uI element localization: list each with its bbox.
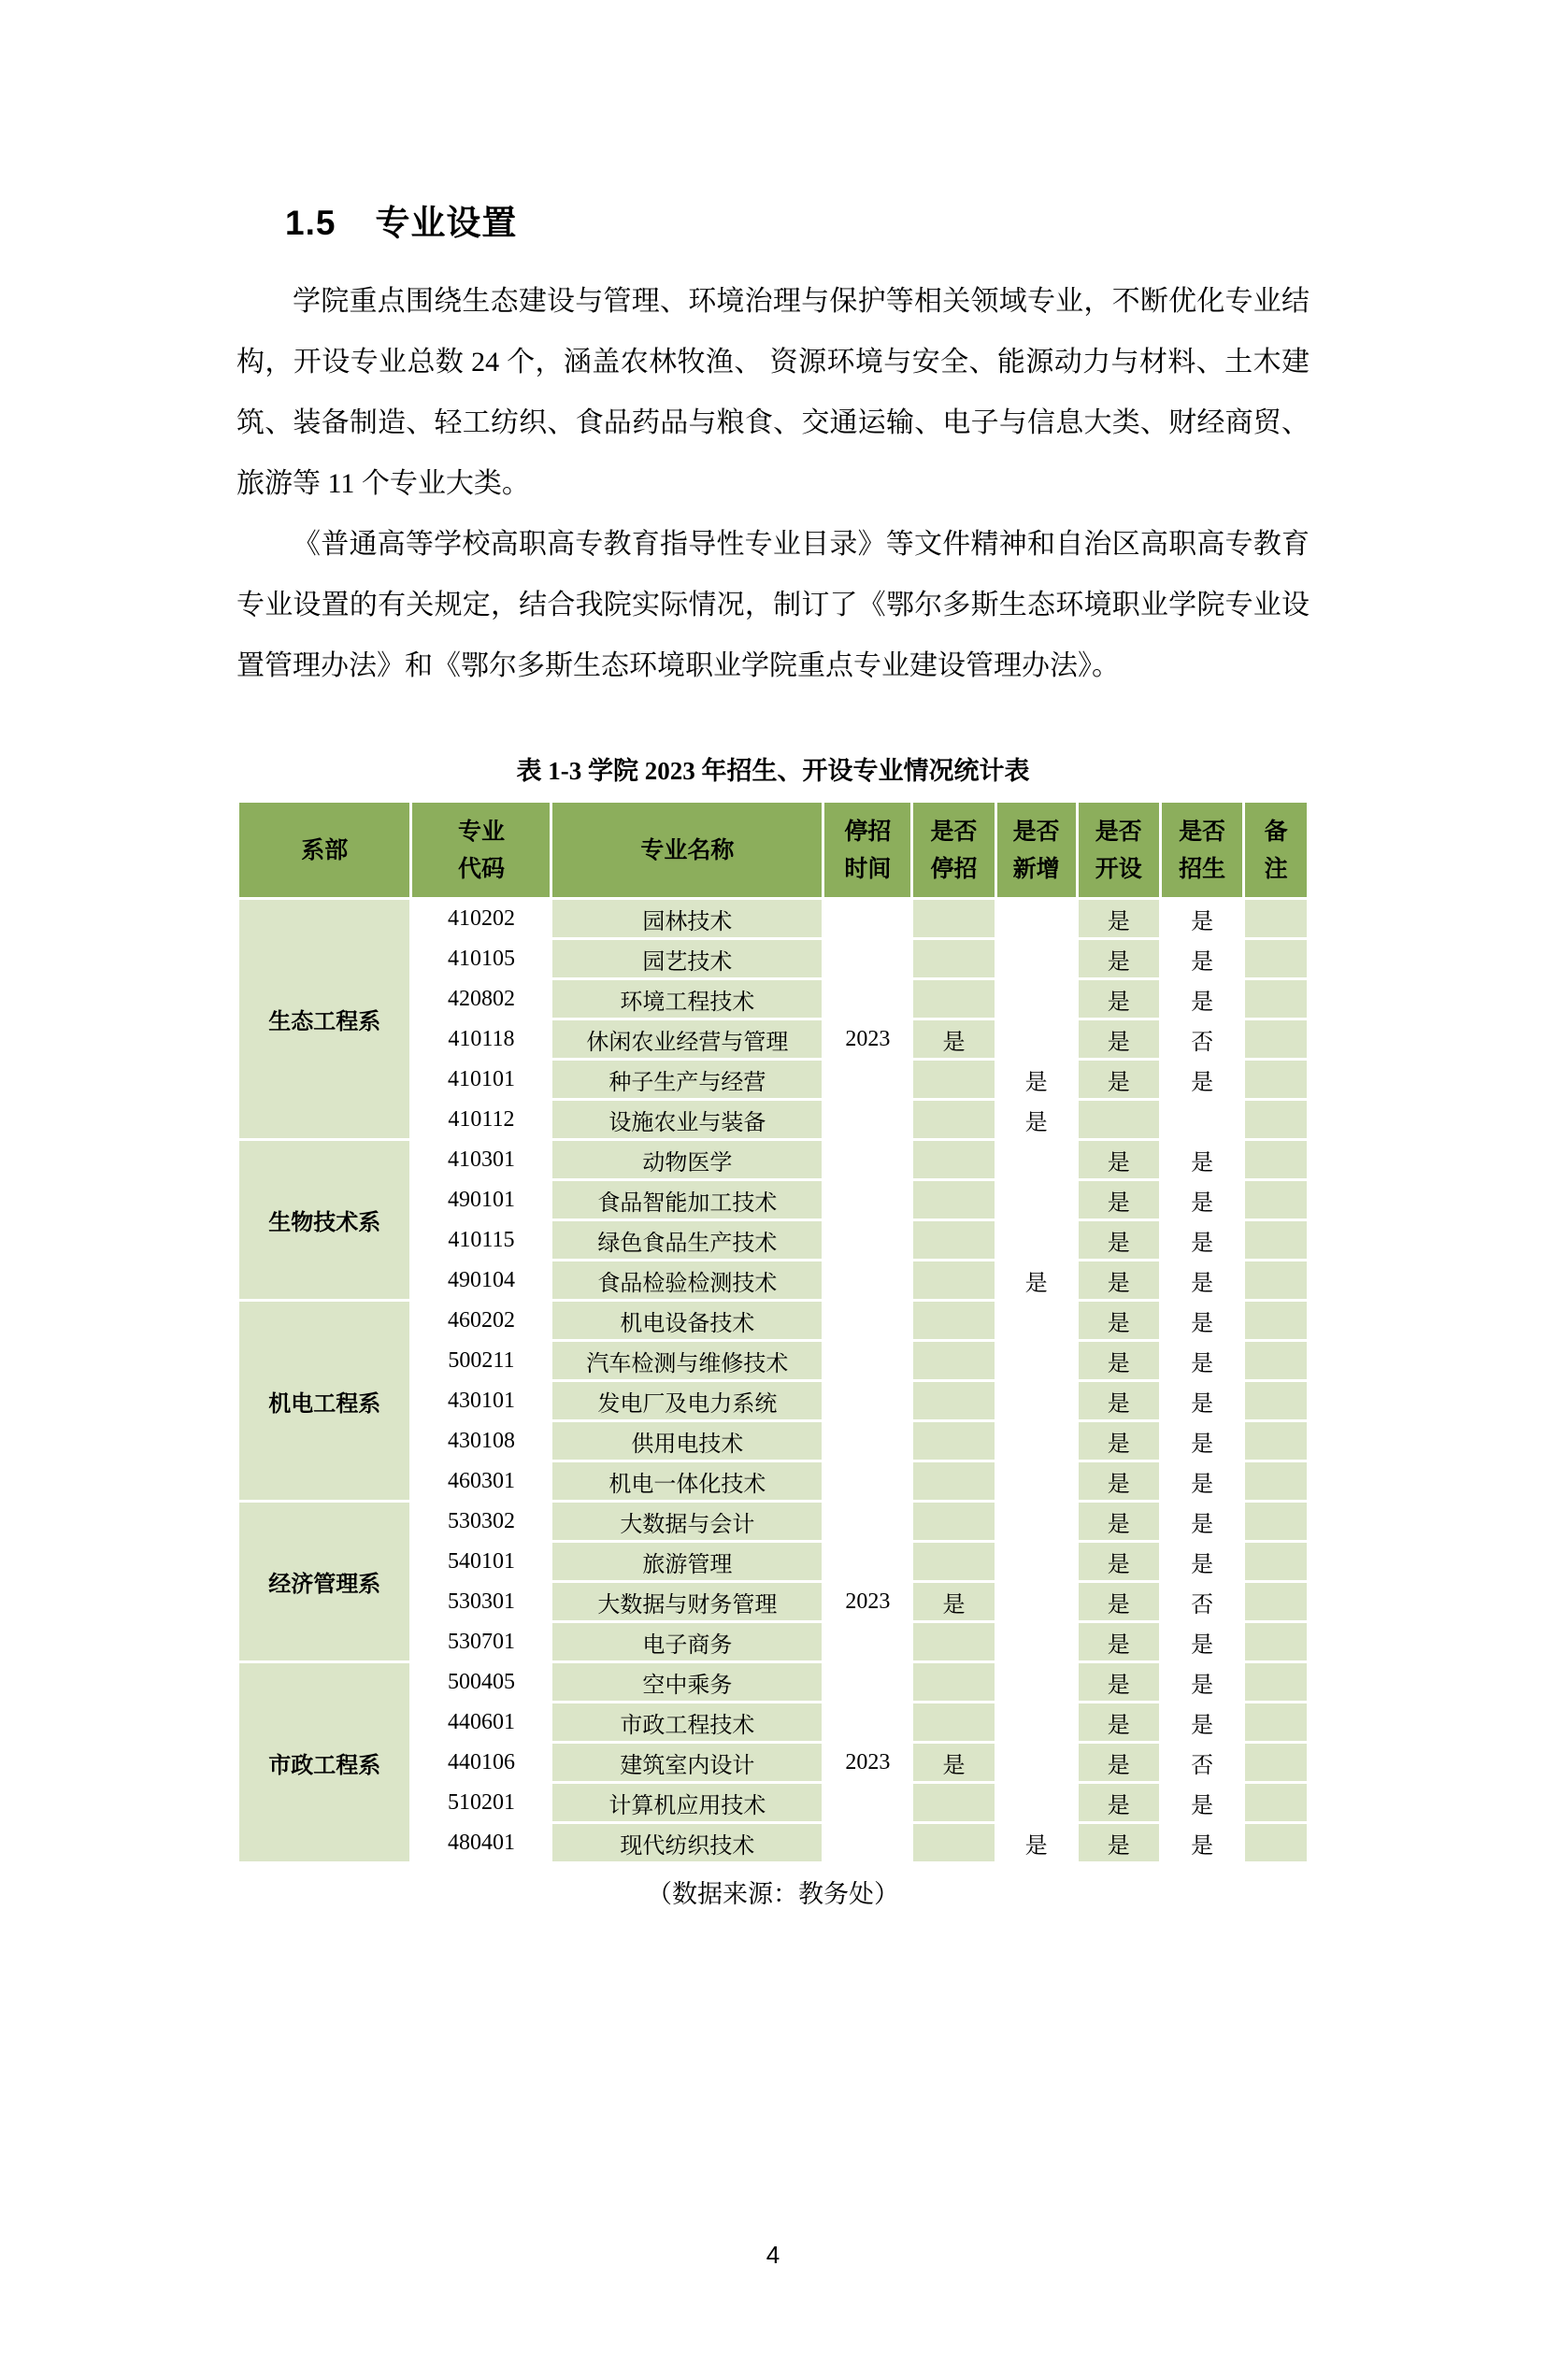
cell-name: 建筑室内设计 xyxy=(551,1743,823,1783)
cell-is-new xyxy=(995,979,1077,1019)
cell-stop-time xyxy=(823,1100,912,1140)
cell-is-enrolling: 是 xyxy=(1160,1502,1243,1542)
cell-stop-time xyxy=(823,939,912,979)
paragraph-1: 学院重点围绕生态建设与管理、环境治理与保护等相关领域专业，不断优化专业结构，开设专业总数 24 个，涵盖农林牧渔、 资源环境与安全、能源动力与材料、土木建筑、装备制造、轻工纺织、食品药品与粮食、交通运输、电子与信息大类、财经商贸、旅游等 11 个专业大类。 xyxy=(236,286,1310,499)
cell-stop-time xyxy=(823,1220,912,1261)
cell-note xyxy=(1244,1823,1309,1863)
cell-stop-time: 2023 xyxy=(823,1743,912,1783)
cell-is-stopped xyxy=(912,1703,995,1743)
page-number: 4 xyxy=(766,2241,780,2269)
cell-stop-time xyxy=(823,1542,912,1582)
cell-is-open: 是 xyxy=(1077,939,1160,979)
cell-name: 园林技术 xyxy=(551,899,823,939)
cell-note xyxy=(1244,939,1309,979)
cell-is-open: 是 xyxy=(1077,1542,1160,1582)
cell-is-stopped xyxy=(912,1783,995,1823)
cell-note xyxy=(1244,1743,1309,1783)
cell-name: 动物医学 xyxy=(551,1140,823,1180)
cell-is-open: 是 xyxy=(1077,1461,1160,1502)
cell-is-enrolling: 是 xyxy=(1160,979,1243,1019)
cell-name: 机电设备技术 xyxy=(551,1301,823,1341)
header-code: 专业 代码 xyxy=(411,802,551,899)
cell-is-new xyxy=(995,939,1077,979)
cell-is-stopped xyxy=(912,1060,995,1100)
cell-is-open: 是 xyxy=(1077,1662,1160,1703)
cell-is-new xyxy=(995,1582,1077,1622)
cell-note xyxy=(1244,1261,1309,1301)
cell-is-stopped xyxy=(912,1341,995,1381)
cell-is-stopped xyxy=(912,1381,995,1421)
cell-name: 现代纺织技术 xyxy=(551,1823,823,1863)
cell-note xyxy=(1244,1100,1309,1140)
cell-code: 530302 xyxy=(411,1502,551,1542)
cell-note xyxy=(1244,1060,1309,1100)
cell-code: 410112 xyxy=(411,1100,551,1140)
cell-is-new xyxy=(995,1220,1077,1261)
table-header-row xyxy=(238,802,1309,899)
cell-is-open: 是 xyxy=(1077,1783,1160,1823)
cell-is-stopped xyxy=(912,939,995,979)
cell-stop-time: 2023 xyxy=(823,1582,912,1622)
cell-stop-time xyxy=(823,1783,912,1823)
cell-is-enrolling: 是 xyxy=(1160,1421,1243,1461)
cell-code: 460202 xyxy=(411,1301,551,1341)
cell-is-enrolling: 是 xyxy=(1160,1341,1243,1381)
cell-code: 410301 xyxy=(411,1140,551,1180)
cell-is-enrolling: 是 xyxy=(1160,1140,1243,1180)
cell-stop-time xyxy=(823,899,912,939)
cell-is-open: 是 xyxy=(1077,1301,1160,1341)
cell-code: 410115 xyxy=(411,1220,551,1261)
cell-code: 410105 xyxy=(411,939,551,979)
cell-stop-time: 2023 xyxy=(823,1019,912,1060)
cell-is-stopped xyxy=(912,1622,995,1662)
cell-dept: 经济管理系 xyxy=(238,1502,411,1662)
cell-is-enrolling: 是 xyxy=(1160,1220,1243,1261)
cell-is-enrolling: 是 xyxy=(1160,1823,1243,1863)
cell-is-open: 是 xyxy=(1077,1381,1160,1421)
cell-is-new: 是 xyxy=(995,1100,1077,1140)
cell-is-new xyxy=(995,1743,1077,1783)
cell-name: 发电厂及电力系统 xyxy=(551,1381,823,1421)
cell-is-new xyxy=(995,1703,1077,1743)
cell-is-open: 是 xyxy=(1077,1823,1160,1863)
header-is-open: 是否 开设 xyxy=(1077,802,1160,899)
cell-note xyxy=(1244,1461,1309,1502)
cell-is-new xyxy=(995,1622,1077,1662)
cell-is-enrolling: 是 xyxy=(1160,1662,1243,1703)
cell-stop-time xyxy=(823,1502,912,1542)
cell-note xyxy=(1244,1140,1309,1180)
cell-is-enrolling: 否 xyxy=(1160,1582,1243,1622)
cell-is-open: 是 xyxy=(1077,1703,1160,1743)
cell-name: 园艺技术 xyxy=(551,939,823,979)
page-content xyxy=(236,194,1310,1910)
cell-is-open: 是 xyxy=(1077,1180,1160,1220)
cell-is-stopped: 是 xyxy=(912,1743,995,1783)
cell-is-stopped xyxy=(912,899,995,939)
cell-note xyxy=(1244,1421,1309,1461)
cell-stop-time xyxy=(823,1261,912,1301)
cell-name: 设施农业与装备 xyxy=(551,1100,823,1140)
cell-note xyxy=(1244,1622,1309,1662)
cell-note xyxy=(1244,899,1309,939)
cell-code: 460301 xyxy=(411,1461,551,1502)
cell-code: 410101 xyxy=(411,1060,551,1100)
cell-is-stopped xyxy=(912,1502,995,1542)
table-row xyxy=(238,1662,1309,1703)
header-is-stopped: 是否 停招 xyxy=(912,802,995,899)
cell-is-enrolling xyxy=(1160,1100,1243,1140)
table-row xyxy=(238,1140,1309,1180)
cell-is-enrolling: 否 xyxy=(1160,1743,1243,1783)
cell-is-new: 是 xyxy=(995,1261,1077,1301)
cell-name: 大数据与会计 xyxy=(551,1502,823,1542)
cell-code: 540101 xyxy=(411,1542,551,1582)
cell-stop-time xyxy=(823,1140,912,1180)
source-note: （数据来源：教务处） xyxy=(647,1880,899,1908)
cell-is-enrolling: 是 xyxy=(1160,899,1243,939)
header-dept: 系部 xyxy=(238,802,411,899)
cell-stop-time xyxy=(823,1823,912,1863)
cell-name: 汽车检测与维修技术 xyxy=(551,1341,823,1381)
cell-stop-time xyxy=(823,979,912,1019)
cell-note xyxy=(1244,1381,1309,1421)
cell-is-open: 是 xyxy=(1077,1220,1160,1261)
cell-name: 电子商务 xyxy=(551,1622,823,1662)
cell-stop-time xyxy=(823,1381,912,1421)
cell-dept: 生物技术系 xyxy=(238,1140,411,1301)
cell-is-stopped: 是 xyxy=(912,1019,995,1060)
header-stop-time: 停招 时间 xyxy=(823,802,912,899)
cell-code: 410118 xyxy=(411,1019,551,1060)
cell-is-enrolling: 否 xyxy=(1160,1019,1243,1060)
cell-note xyxy=(1244,1542,1309,1582)
cell-is-stopped xyxy=(912,1140,995,1180)
majors-table xyxy=(236,800,1310,1864)
cell-is-open: 是 xyxy=(1077,1421,1160,1461)
cell-is-open: 是 xyxy=(1077,1341,1160,1381)
cell-is-stopped xyxy=(912,979,995,1019)
cell-dept: 市政工程系 xyxy=(238,1662,411,1863)
paragraph-2: 《普通高等学校高职高专教育指导性专业目录》等文件精神和自治区高职高专教育专业设置的有关规定，结合我院实际情况，制订了《鄂尔多斯生态环境职业学院专业设置管理办法》和《鄂尔多斯生态环境职业学院重点专业建设管理办法》。 xyxy=(236,529,1310,681)
cell-is-enrolling: 是 xyxy=(1160,1703,1243,1743)
cell-is-open: 是 xyxy=(1077,1060,1160,1100)
header-note: 备 注 xyxy=(1244,802,1309,899)
cell-is-enrolling: 是 xyxy=(1160,1783,1243,1823)
cell-is-open: 是 xyxy=(1077,899,1160,939)
cell-is-enrolling: 是 xyxy=(1160,1301,1243,1341)
cell-is-new xyxy=(995,1542,1077,1582)
cell-stop-time xyxy=(823,1703,912,1743)
cell-note xyxy=(1244,1341,1309,1381)
cell-is-new xyxy=(995,1783,1077,1823)
cell-is-enrolling: 是 xyxy=(1160,1381,1243,1421)
cell-note xyxy=(1244,1019,1309,1060)
cell-is-open: 是 xyxy=(1077,1019,1160,1060)
cell-code: 430108 xyxy=(411,1421,551,1461)
cell-is-open: 是 xyxy=(1077,1582,1160,1622)
cell-name: 大数据与财务管理 xyxy=(551,1582,823,1622)
cell-is-new xyxy=(995,1180,1077,1220)
cell-name: 市政工程技术 xyxy=(551,1703,823,1743)
cell-name: 供用电技术 xyxy=(551,1421,823,1461)
cell-stop-time xyxy=(823,1622,912,1662)
cell-stop-time xyxy=(823,1301,912,1341)
cell-is-stopped xyxy=(912,1421,995,1461)
cell-is-new xyxy=(995,1381,1077,1421)
cell-code: 420802 xyxy=(411,979,551,1019)
cell-is-stopped xyxy=(912,1261,995,1301)
cell-is-open: 是 xyxy=(1077,1502,1160,1542)
cell-is-new xyxy=(995,1502,1077,1542)
cell-is-new xyxy=(995,1140,1077,1180)
document-page xyxy=(0,194,1546,2380)
cell-note xyxy=(1244,1220,1309,1261)
cell-name: 环境工程技术 xyxy=(551,979,823,1019)
cell-is-enrolling: 是 xyxy=(1160,1261,1243,1301)
cell-name: 绿色食品生产技术 xyxy=(551,1220,823,1261)
cell-is-stopped xyxy=(912,1220,995,1261)
cell-is-enrolling: 是 xyxy=(1160,1060,1243,1100)
cell-name: 食品检验检测技术 xyxy=(551,1261,823,1301)
cell-code: 480401 xyxy=(411,1823,551,1863)
cell-is-open: 是 xyxy=(1077,1261,1160,1301)
section-title: 专业设置 xyxy=(375,204,518,242)
cell-note xyxy=(1244,1582,1309,1622)
cell-dept: 生态工程系 xyxy=(238,899,411,1140)
cell-is-stopped xyxy=(912,1461,995,1502)
cell-is-stopped: 是 xyxy=(912,1582,995,1622)
cell-is-new xyxy=(995,1301,1077,1341)
cell-name: 机电一体化技术 xyxy=(551,1461,823,1502)
cell-name: 计算机应用技术 xyxy=(551,1783,823,1823)
cell-code: 490101 xyxy=(411,1180,551,1220)
cell-is-enrolling: 是 xyxy=(1160,1622,1243,1662)
cell-note xyxy=(1244,1180,1309,1220)
cell-is-open: 是 xyxy=(1077,1140,1160,1180)
cell-name: 旅游管理 xyxy=(551,1542,823,1582)
cell-code: 500405 xyxy=(411,1662,551,1703)
header-is-new: 是否 新增 xyxy=(995,802,1077,899)
cell-code: 440601 xyxy=(411,1703,551,1743)
cell-is-new xyxy=(995,899,1077,939)
cell-note xyxy=(1244,1502,1309,1542)
cell-code: 440106 xyxy=(411,1743,551,1783)
cell-name: 食品智能加工技术 xyxy=(551,1180,823,1220)
cell-is-stopped xyxy=(912,1180,995,1220)
cell-code: 430101 xyxy=(411,1381,551,1421)
cell-stop-time xyxy=(823,1060,912,1100)
cell-stop-time xyxy=(823,1421,912,1461)
cell-note xyxy=(1244,1783,1309,1823)
cell-note xyxy=(1244,1703,1309,1743)
cell-stop-time xyxy=(823,1180,912,1220)
cell-code: 410202 xyxy=(411,899,551,939)
table-row xyxy=(238,1301,1309,1341)
cell-note xyxy=(1244,1662,1309,1703)
header-name: 专业名称 xyxy=(551,802,823,899)
cell-is-stopped xyxy=(912,1823,995,1863)
cell-is-open: 是 xyxy=(1077,1743,1160,1783)
cell-is-stopped xyxy=(912,1542,995,1582)
cell-code: 530701 xyxy=(411,1622,551,1662)
header-is-enrolling: 是否 招生 xyxy=(1160,802,1243,899)
cell-note xyxy=(1244,979,1309,1019)
cell-is-new xyxy=(995,1019,1077,1060)
cell-stop-time xyxy=(823,1461,912,1502)
cell-is-open xyxy=(1077,1100,1160,1140)
table-row xyxy=(238,1502,1309,1542)
cell-code: 500211 xyxy=(411,1341,551,1381)
cell-is-new xyxy=(995,1662,1077,1703)
cell-is-new: 是 xyxy=(995,1060,1077,1100)
cell-code: 490104 xyxy=(411,1261,551,1301)
cell-is-new xyxy=(995,1341,1077,1381)
cell-name: 休闲农业经营与管理 xyxy=(551,1019,823,1060)
cell-is-enrolling: 是 xyxy=(1160,1542,1243,1582)
cell-is-open: 是 xyxy=(1077,979,1160,1019)
table-title: 表 1-3 学院 2023 年招生、开设专业情况统计表 xyxy=(516,757,1030,785)
section-heading xyxy=(236,194,1310,245)
table-row xyxy=(238,899,1309,939)
cell-stop-time xyxy=(823,1341,912,1381)
cell-is-enrolling: 是 xyxy=(1160,1180,1243,1220)
cell-is-new: 是 xyxy=(995,1823,1077,1863)
cell-is-stopped xyxy=(912,1100,995,1140)
cell-is-open: 是 xyxy=(1077,1622,1160,1662)
cell-name: 种子生产与经营 xyxy=(551,1060,823,1100)
cell-code: 510201 xyxy=(411,1783,551,1823)
cell-is-new xyxy=(995,1421,1077,1461)
cell-dept: 机电工程系 xyxy=(238,1301,411,1502)
cell-is-stopped xyxy=(912,1662,995,1703)
cell-name: 空中乘务 xyxy=(551,1662,823,1703)
cell-is-stopped xyxy=(912,1301,995,1341)
cell-code: 530301 xyxy=(411,1582,551,1622)
section-number: 1.5 xyxy=(285,204,336,242)
cell-note xyxy=(1244,1301,1309,1341)
cell-is-new xyxy=(995,1461,1077,1502)
cell-is-enrolling: 是 xyxy=(1160,939,1243,979)
cell-stop-time xyxy=(823,1662,912,1703)
table-body xyxy=(238,899,1309,1863)
cell-is-enrolling: 是 xyxy=(1160,1461,1243,1502)
